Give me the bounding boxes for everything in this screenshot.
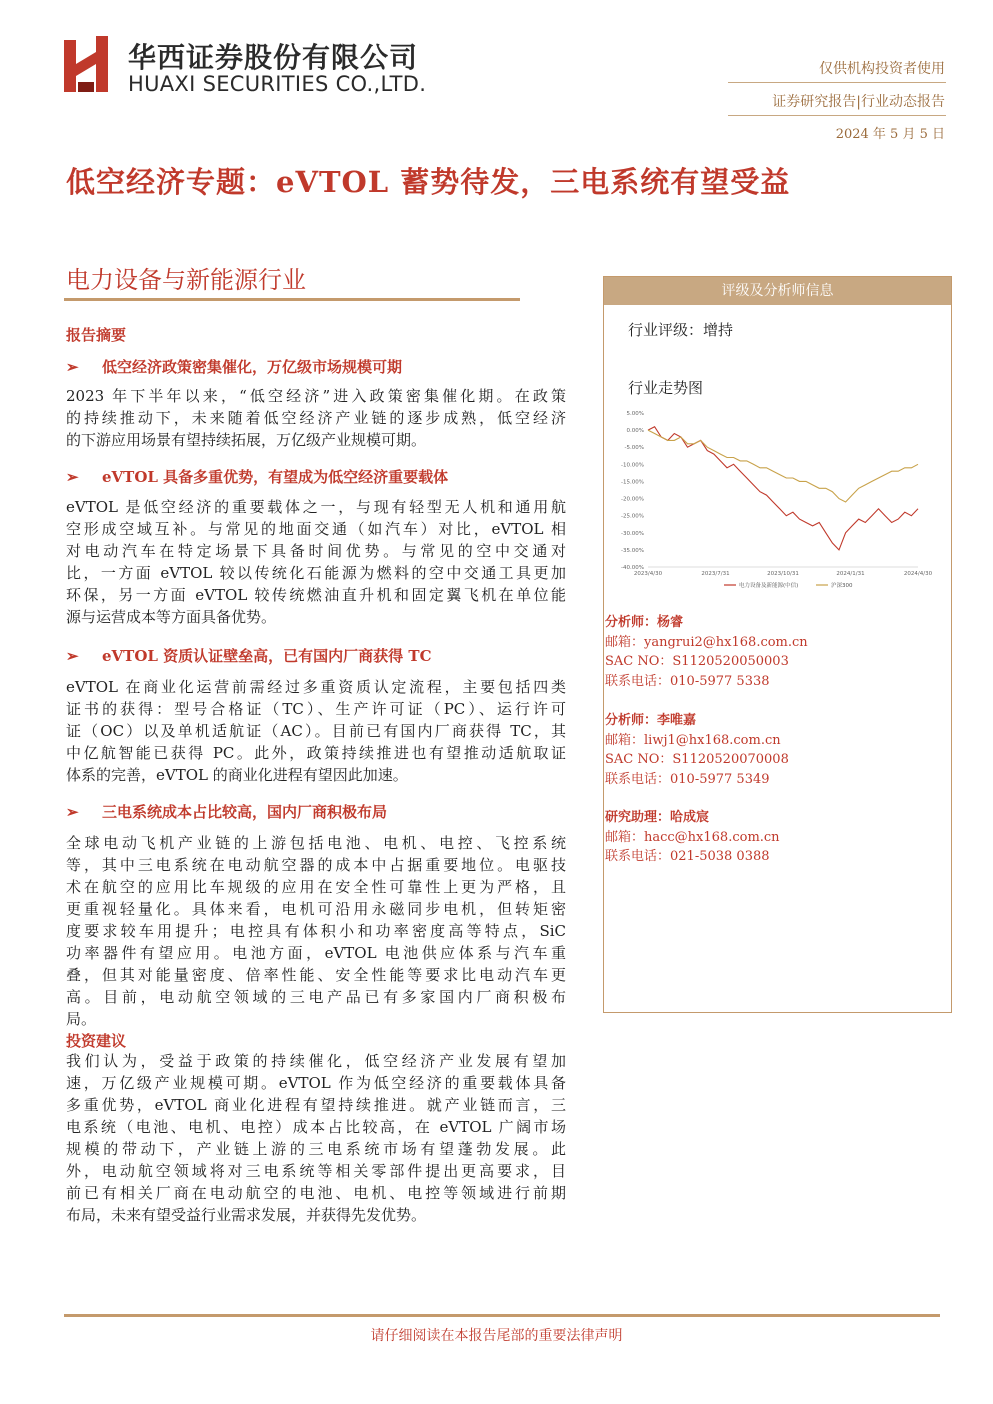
x-tick-label: 2024/4/30 [903,571,933,577]
arrow-bullet-icon: ➢ [66,803,79,821]
header-divider [728,115,946,116]
report-type: 证券研究报告|行业动态报告 [772,94,945,110]
industry-trend-chart [604,407,951,592]
y-tick-label: -15.00% [621,479,644,486]
y-tick-label: 5.00% [626,411,644,417]
analyst-block: 研究助理：哈成宸 邮箱：hacc@hx168.com.cn 联系电话：021-5038 0388 [605,810,780,864]
y-tick-label: -35.00% [621,547,644,554]
bullet-title: ➢ 三电系统成本占比较高，国内厂商积极布局 [66,803,388,821]
investment-heading: 投资建议 [66,1032,127,1050]
x-tick-label: 2023/7/31 [701,571,730,577]
analyst-block: 分析师：李唯嘉 邮箱：liwj1@hx168.com.cn SAC NO：S1120520070008 联系电话：010-5977 5349 [605,713,789,787]
y-tick-label: -10.00% [621,462,644,469]
bullet-title: ➢ eVTOL 具备多重优势，有望成为低空经济重要载体 [66,468,449,486]
paragraph: eVTOL 是低空经济的重要载体之一，与现有轻型无人机和通用航 空形成空域互补。与常见的地面交通（如汽车）对比，eVTOL 相 对电动汽车在特定场景下具备时间优势。与常见的空中交通对 比，一方面 eVTOL 较以传统化石能源为燃料的空中交通工具更加 环保，另一方面 eVTOL 较传统燃油直升机和固定翼飞机在单位能 源与运营成本等方面具备优势。 [66,498,566,626]
industry-name: 电力设备与新能源行业 [66,266,306,294]
series-line [648,427,918,550]
rating-sidebar [603,276,952,1013]
summary-heading: 报告摘要 [66,326,127,344]
paragraph: eVTOL 在商业化运营前需经过多重资质认定流程，主要包括四类 证书的获得：型号合格证（TC）、生产许可证（PC）、运行许可 证（OC）以及单机适航证（AC）。目前已有国内厂商获得 TC，其 中亿航智能已获得 PC。此外，政策持续推进也有望推动适航取证 体系的完善，eVTOL 的商业化进程有望因此加速。 [66,678,566,784]
x-tick-label: 2024/1/31 [836,571,865,577]
y-tick-label: -30.00% [621,530,644,537]
huaxi-logo-icon [64,34,112,96]
company-name-en: HUAXI SECURITIES CO.,LTD. [128,72,427,96]
legal-notice: 请仔细阅读在本报告尾部的重要法律声明 [370,1328,623,1344]
header-divider [728,82,946,83]
arrow-bullet-icon: ➢ [66,647,79,665]
x-tick-label: 2023/10/31 [767,571,799,577]
footer-divider [64,1314,940,1317]
y-tick-label: -40.00% [621,565,644,571]
bullet-title: ➢ 低空经济政策密集催化，万亿级市场规模可期 [66,358,403,376]
trend-chart-label: 行业走势图 [628,379,704,397]
sidebar-heading: 评级及分析师信息 [604,277,951,305]
report-date: 2024 年 5 月 5 日 [835,127,945,142]
company-name-cn: 华西证券股份有限公司 [128,41,419,74]
bullet-title: ➢ eVTOL 资质认证壁垒高，已有国内厂商获得 TC [66,647,432,665]
paragraph: 全球电动飞机产业链的上游包括电池、电机、电控、飞控系统 等，其中三电系统在电动航空器的成本中占据重要地位。电驱技 术在航空的应用比车规级的应用在安全性可靠性上更为严格，且 更重视轻量化。具体来看，电机可沿用永磁同步电机，但转矩密 度要求较车用提升；电控具有体积小和功率密度高等特点，SiC 功率器件有望应用。电池方面，eVTOL 电池供应体系与汽车重 叠，但其对能量密度、倍率性能、安全性能等要求比电动汽车更 高。目前，电动航空领域的三电产品已有多家国内厂商积极布 局。 [66,834,566,1028]
series-line [648,430,918,502]
legend-label: 沪深300 [831,583,853,589]
arrow-bullet-icon: ➢ [66,468,79,486]
paragraph: 2023 年下半年以来，“低空经济”进入政策密集催化期。在政策 的持续推动下，未来随着低空经济产业链的逐步成熟，低空经济 的下游应用场景有望持续拓展，万亿级产业规模可期。 [66,387,566,449]
investment-paragraph: 我们认为，受益于政策的持续催化，低空经济产业发展有望加 速，万亿级产业规模可期。eVTOL 作为低空经济的重要载体具备 多重优势，eVTOL 商业化进程有望持续推进。就产业链而言，三 电系统（电池、电机、电控）成本占比较高，在 eVTOL 广阔市场 规模的带动下，产业链上游的三电系统市场有望蓬勃发展。此 外，电动航空领域将对三电系统等相关零部件提出更高要求，目 前已有相关厂商在电动航空的电池、电机、电控等领域进行前期 布局，未来有望受益行业需求发展，并获得先发优势。 [66,1052,566,1224]
report-title: 低空经济专题：eVTOL 蓄势待发，三电系统有望受益 [66,165,791,199]
analyst-block: 分析师：杨睿 邮箱：yangrui2@hx168.com.cn SAC NO：S1120520050003 联系电话：010-5977 5338 [605,615,808,689]
arrow-bullet-icon: ➢ [66,358,79,376]
industry-rating: 行业评级：增持 [628,321,734,339]
legend-label: 电力设备及新能源(中信) [739,583,799,589]
audience-note: 仅供机构投资者使用 [819,61,945,77]
y-tick-label: -5.00% [624,445,644,452]
y-tick-label: 0.00% [626,428,644,435]
company-logo [64,34,444,98]
industry-divider [64,298,520,301]
y-tick-label: -20.00% [621,496,644,503]
x-tick-label: 2023/4/30 [633,571,663,577]
y-tick-label: -25.00% [621,513,644,520]
